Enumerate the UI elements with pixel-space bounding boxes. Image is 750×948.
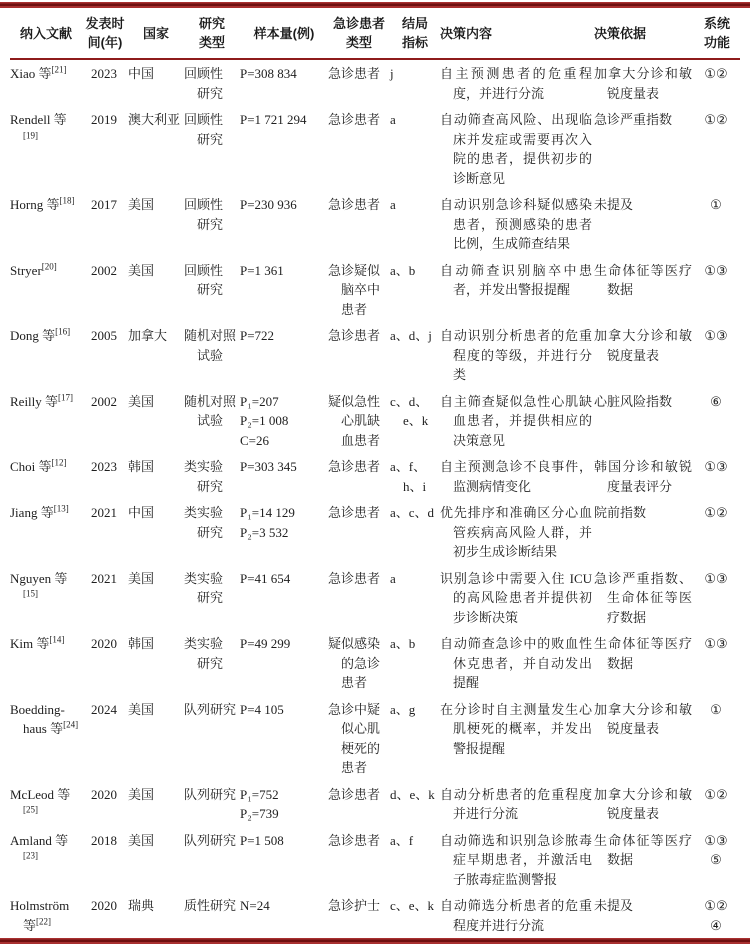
country-cell: 中国 <box>128 66 155 81</box>
outcome-cell: a、f <box>390 832 414 848</box>
basis-cell: 加拿大分诊和敏锐度量表 <box>594 66 692 101</box>
outcome-cell: a <box>390 112 396 127</box>
country-cell: 美国 <box>128 197 155 212</box>
study-cell <box>10 257 82 323</box>
table-row <box>10 453 740 499</box>
column-header-patient: 急诊患者 类型 <box>328 8 390 59</box>
patient-cell: 急诊患者 <box>328 786 381 802</box>
year-cell: 2018 <box>91 832 117 848</box>
patient-cell: 疑似感染的急诊患者 <box>328 636 381 690</box>
table-bottom-rule <box>0 938 750 944</box>
table-row <box>10 565 740 631</box>
patient-cell: 急诊患者 <box>328 570 381 586</box>
basis-cell: 未提及 <box>594 898 634 913</box>
year-cell: 2002 <box>91 393 117 409</box>
basis-cell: 急诊严重指数 <box>594 112 673 127</box>
outcome-cell: a、f、h、i <box>390 459 427 494</box>
func-cell: ① <box>710 197 722 212</box>
year-cell: 2017 <box>91 197 117 212</box>
basis-cell: 院前指数 <box>594 505 647 520</box>
year-cell: 2020 <box>91 786 117 802</box>
table-header-row <box>10 8 740 59</box>
study-cell <box>10 388 82 454</box>
year-cell: 2023 <box>91 66 117 81</box>
content-cell: 识别急诊中需要入住 ICU 的高风险患者并提供初步诊断决策 <box>440 570 592 625</box>
content-cell: 自动筛查急诊中的败血性休克患者，并自动发出提醒 <box>440 636 592 690</box>
study-cell <box>10 892 82 938</box>
sample-cell: P₁=207 P₂=1 008 C=26 <box>240 393 289 448</box>
year-cell: 2024 <box>91 701 117 717</box>
type-cell: 类实验 研究 <box>184 505 224 540</box>
type-cell: 类实验 研究 <box>184 459 224 494</box>
patient-cell: 急诊患者 <box>328 66 381 81</box>
study-name: McLeod 等 <box>10 786 71 802</box>
study-cell <box>10 191 82 257</box>
outcome-cell: a、b <box>390 636 416 651</box>
sample-cell: P=1 721 294 <box>240 112 307 127</box>
study-name: Rendell 等 <box>10 112 67 127</box>
sample-cell: P₁=14 129 P₂=3 532 <box>240 505 295 540</box>
study-name: Stryer <box>10 262 42 278</box>
country-cell: 美国 <box>128 786 155 802</box>
study-cell <box>10 106 82 191</box>
table-row <box>10 106 740 191</box>
content-cell: 优先排序和准确区分心血管疾病高风险人群，并初步生成诊断结果 <box>440 505 592 559</box>
func-cell: ①③ <box>704 328 728 343</box>
study-name: Kim 等 <box>10 636 50 651</box>
citation-ref: [25] <box>23 804 38 815</box>
country-cell: 瑞典 <box>128 898 155 913</box>
type-cell: 队列研究 <box>184 832 237 848</box>
content-cell: 在分诊时自主测量发生心肌梗死的概率，并发出警报提醒 <box>440 701 592 756</box>
country-cell: 澳大利亚 <box>128 112 181 127</box>
sample-cell: P=1 508 <box>240 832 284 848</box>
sample-cell: P=49 299 <box>240 636 291 651</box>
type-cell: 回顾性 研究 <box>184 262 224 297</box>
basis-cell: 未提及 <box>594 197 634 212</box>
year-cell: 2023 <box>91 459 117 474</box>
citation-ref: [14] <box>49 634 65 645</box>
citation-ref: [15] <box>23 588 38 599</box>
content-cell: 自动识别分析患者的危重程度的等级，并进行分类 <box>440 328 592 382</box>
study-name: Reilly 等 <box>10 393 59 409</box>
table-row <box>10 191 740 257</box>
study-name: Jiang 等 <box>10 505 54 520</box>
outcome-cell: j <box>390 66 394 81</box>
basis-cell: 生命体征等医疗数据 <box>594 832 692 867</box>
outcome-cell: a、c、d <box>390 505 435 520</box>
patient-cell: 疑似急性心肌缺血患者 <box>328 393 381 448</box>
type-cell: 回顾性 研究 <box>184 66 224 101</box>
func-cell: ①③ <box>704 636 728 651</box>
content-cell: 自主预测患者的危重程度，并进行分流 <box>440 66 592 101</box>
study-name: Dong 等 <box>10 328 56 343</box>
sample-cell: P=41 654 <box>240 570 291 586</box>
func-cell: ①② <box>704 505 728 520</box>
table-row <box>10 696 740 781</box>
study-cell <box>10 499 82 565</box>
type-cell: 队列研究 <box>184 701 237 717</box>
study-name: Xiao 等 <box>10 66 52 81</box>
studies-table <box>10 8 740 938</box>
basis-cell: 心脏风险指数 <box>594 393 673 409</box>
outcome-cell: a、b <box>390 262 416 278</box>
sample-cell: P₁=752 P₂=739 <box>240 786 279 821</box>
citation-ref: [20] <box>41 261 57 272</box>
column-header-type: 研究 类型 <box>184 8 240 59</box>
citation-ref: [17] <box>58 392 74 403</box>
year-cell: 2020 <box>91 898 117 913</box>
outcome-cell: a <box>390 570 396 586</box>
study-cell <box>10 322 82 388</box>
patient-cell: 急诊中疑似心肌梗死的患者 <box>328 701 381 775</box>
country-cell: 美国 <box>128 262 155 278</box>
citation-ref: [22] <box>36 916 52 927</box>
basis-cell: 生命体征等医疗数据 <box>594 636 692 671</box>
func-cell: ①② <box>704 786 728 802</box>
study-name: Choi 等 <box>10 459 52 474</box>
study-cell <box>10 453 82 499</box>
outcome-cell: d、e、k <box>390 786 435 802</box>
year-cell: 2019 <box>91 112 117 127</box>
patient-cell: 急诊患者 <box>328 832 381 848</box>
content-cell: 自动识别急诊科疑似感染患者，预测感染的患者比例，生成筛查结果 <box>440 197 592 251</box>
citation-ref: [21] <box>51 64 67 75</box>
func-cell: ①③ <box>704 570 728 586</box>
sample-cell: P=230 936 <box>240 197 297 212</box>
patient-cell: 急诊患者 <box>328 459 381 474</box>
study-cell <box>10 565 82 631</box>
study-cell <box>10 630 82 696</box>
column-header-content: 决策内容 <box>440 8 594 59</box>
content-cell: 自动筛查识别脑卒中患者，并发出警报提醒 <box>440 262 592 297</box>
outcome-cell: c、e、k <box>390 898 435 913</box>
study-name: Horng 等 <box>10 197 60 212</box>
study-cell <box>10 781 82 827</box>
year-cell: 2005 <box>91 328 117 343</box>
country-cell: 美国 <box>128 832 155 848</box>
study-cell <box>10 696 82 781</box>
outcome-cell: a、g <box>390 701 416 717</box>
country-cell: 中国 <box>128 505 155 520</box>
table-row <box>10 388 740 454</box>
basis-cell: 韩国分诊和敏锐度量表评分 <box>594 459 692 494</box>
type-cell: 回顾性 研究 <box>184 112 224 147</box>
citation-ref: [24] <box>63 719 79 730</box>
type-cell: 类实验 研究 <box>184 570 224 605</box>
table-row <box>10 59 740 106</box>
func-cell: ① <box>710 701 722 717</box>
table-row <box>10 499 740 565</box>
content-cell: 自动筛选分析患者的危重程度并进行分流 <box>440 898 592 933</box>
patient-cell: 急诊患者 <box>328 328 381 343</box>
outcome-cell: a、d、j <box>390 328 432 343</box>
column-header-year: 发表时 间(年) <box>82 8 128 59</box>
table-row <box>10 892 740 938</box>
patient-cell: 急诊患者 <box>328 505 381 520</box>
sample-cell: N=24 <box>240 898 270 913</box>
basis-cell: 加拿大分诊和敏锐度量表 <box>594 701 692 736</box>
func-cell: ①② ④ <box>704 898 728 933</box>
sample-cell: P=4 105 <box>240 701 284 717</box>
study-name: Boedding-haus 等 <box>10 701 65 736</box>
table-row <box>10 781 740 827</box>
patient-cell: 急诊患者 <box>328 112 381 127</box>
type-cell: 随机对照 试验 <box>184 328 237 363</box>
citation-ref: [13] <box>53 503 69 514</box>
sample-cell: P=308 834 <box>240 66 297 81</box>
table-row <box>10 827 740 893</box>
content-cell: 自动筛选和识别急诊脓毒症早期患者，并激活电子脓毒症监测警报 <box>440 832 592 887</box>
study-name: Holmström 等 <box>10 898 70 933</box>
column-header-study: 纳入文献 <box>10 8 82 59</box>
study-name: Amland 等 <box>10 832 69 848</box>
country-cell: 美国 <box>128 570 155 586</box>
func-cell: ⑥ <box>710 393 722 409</box>
column-header-func: 系统 功能 <box>694 8 740 59</box>
func-cell: ①③ ⑤ <box>704 832 728 867</box>
column-header-country: 国家 <box>128 8 184 59</box>
country-cell: 美国 <box>128 393 155 409</box>
type-cell: 类实验 研究 <box>184 636 224 671</box>
content-cell: 自动筛查高风险、出现临床并发症或需要再次入院的患者，提供初步的诊断意见 <box>440 112 592 186</box>
func-cell: ①② <box>704 112 728 127</box>
citation-ref: [12] <box>51 457 67 468</box>
content-cell: 自主筛查疑似急性心肌缺血患者，并提供相应的决策意见 <box>440 393 592 448</box>
content-cell: 自动分析患者的危重程度并进行分流 <box>440 786 592 821</box>
citation-ref: [16] <box>55 326 71 337</box>
content-cell: 自主预测急诊不良事件，监测病情变化 <box>440 459 592 494</box>
type-cell: 队列研究 <box>184 786 237 802</box>
func-cell: ①③ <box>704 262 728 278</box>
study-name: Nguyen 等 <box>10 570 68 586</box>
year-cell: 2021 <box>91 505 117 520</box>
type-cell: 质性研究 <box>184 898 237 913</box>
func-cell: ①③ <box>704 459 728 474</box>
country-cell: 韩国 <box>128 459 155 474</box>
outcome-cell: c、d、e、k <box>390 393 429 428</box>
sample-cell: P=1 361 <box>240 262 284 278</box>
citation-ref: [18] <box>59 195 75 206</box>
sample-cell: P=722 <box>240 328 275 343</box>
country-cell: 美国 <box>128 701 155 717</box>
table-body <box>10 59 740 938</box>
country-cell: 加拿大 <box>128 328 168 343</box>
patient-cell: 急诊患者 <box>328 197 381 212</box>
basis-cell: 急诊严重指数、生命体征等医疗数据 <box>594 570 692 625</box>
column-header-sample: 样本量(例) <box>240 8 328 59</box>
year-cell: 2021 <box>91 570 117 586</box>
type-cell: 回顾性 研究 <box>184 197 224 232</box>
year-cell: 2020 <box>91 636 117 651</box>
study-cell <box>10 827 82 893</box>
type-cell: 随机对照 试验 <box>184 393 237 428</box>
basis-cell: 生命体征等医疗数据 <box>594 262 692 297</box>
citation-ref: [19] <box>23 130 38 141</box>
column-header-basis: 决策依据 <box>594 8 694 59</box>
table-row <box>10 630 740 696</box>
year-cell: 2002 <box>91 262 117 278</box>
citation-ref: [23] <box>23 850 38 861</box>
sample-cell: P=303 345 <box>240 459 297 474</box>
func-cell: ①② <box>704 66 728 81</box>
country-cell: 韩国 <box>128 636 155 651</box>
study-cell <box>10 59 82 106</box>
table-row <box>10 257 740 323</box>
patient-cell: 急诊护士 <box>328 898 381 913</box>
table-row <box>10 322 740 388</box>
basis-cell: 加拿大分诊和敏锐度量表 <box>594 786 692 821</box>
basis-cell: 加拿大分诊和敏锐度量表 <box>594 328 692 363</box>
patient-cell: 急诊疑似脑卒中患者 <box>328 262 381 317</box>
column-header-outcome: 结局 指标 <box>390 8 440 59</box>
outcome-cell: a <box>390 197 396 212</box>
